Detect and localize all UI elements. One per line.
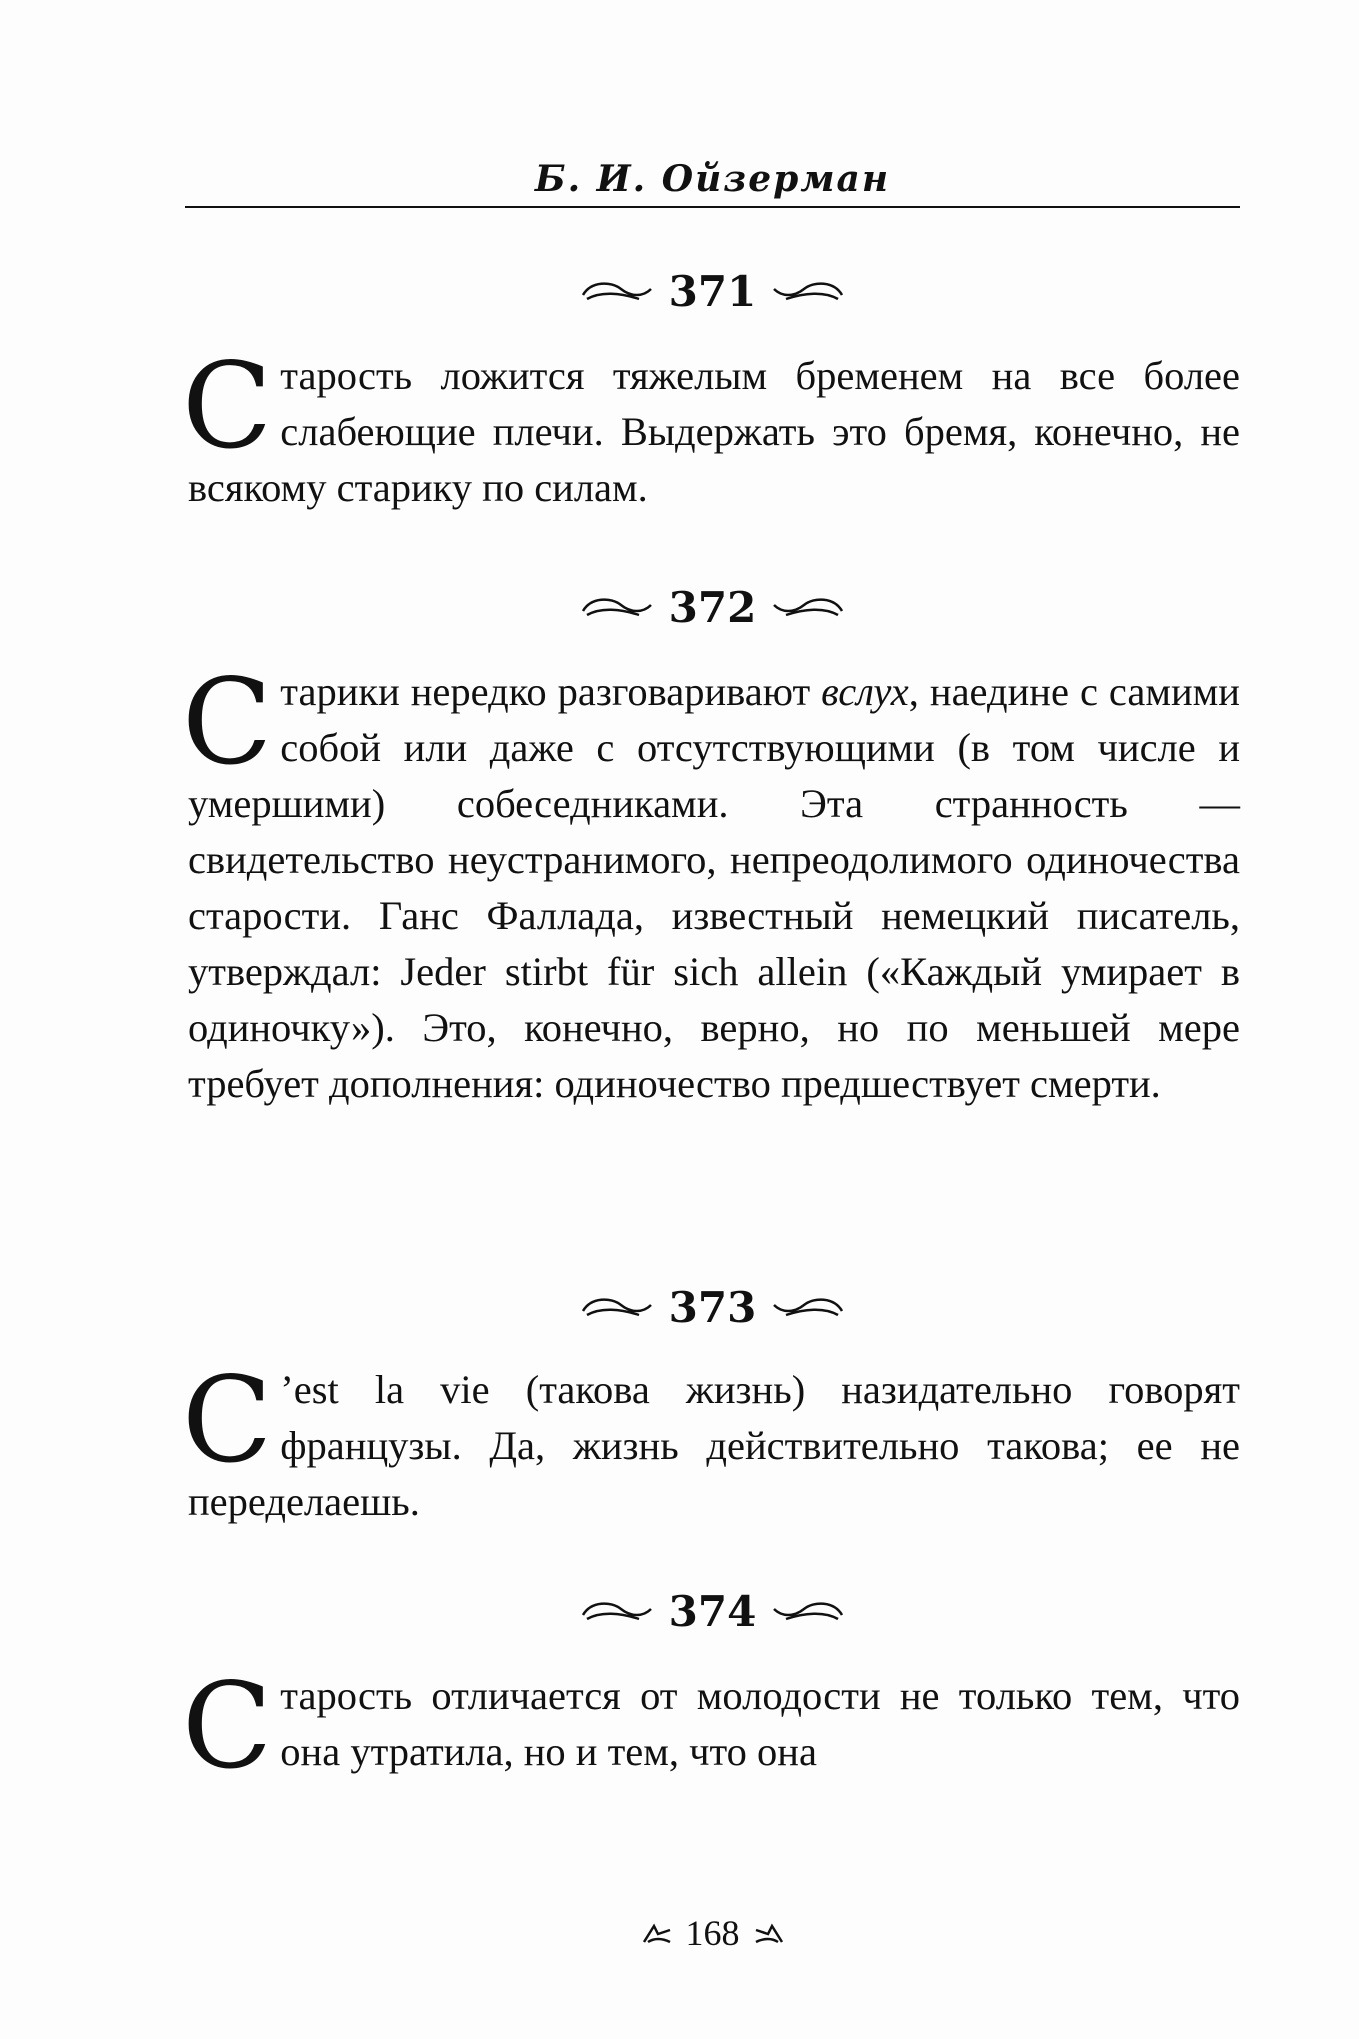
flourish-right-icon <box>770 1597 848 1627</box>
drop-cap: С <box>182 1351 273 1489</box>
flourish-left-icon <box>577 1597 655 1627</box>
flourish-right-icon <box>770 593 848 623</box>
drop-cap: С <box>182 1657 273 1795</box>
flourish-right-icon <box>770 1293 848 1323</box>
section-number-label: 372 <box>668 583 757 632</box>
ornament-right-icon <box>752 1920 786 1946</box>
page-footer <box>185 1912 1240 1954</box>
drop-cap: С <box>182 653 273 791</box>
entry-373 <box>182 1351 1240 1530</box>
flourish-left-icon <box>577 1293 655 1323</box>
entry-emphasis: вслух <box>821 669 909 714</box>
entry-371 <box>182 337 1240 516</box>
section-number-label: 371 <box>668 267 757 316</box>
section-number-374 <box>185 1582 1240 1642</box>
entry-text: тарики нередко разговаривают <box>280 669 822 714</box>
flourish-left-icon <box>577 593 655 623</box>
header-rule <box>185 206 1240 208</box>
drop-cap: С <box>182 337 273 475</box>
section-number-373 <box>185 1278 1240 1338</box>
entry-text: , наедине с самими собой или даже с отсутствующими (в том числе и умершими) собеседниками. Эта странность — свидетельство неустранимого, непреодолимого одиночества старости. Ганс Фаллада, известный немецкий писатель, утверждал: Jeder stirbt für sich allein («Каждый умирает в одиночку»). Это, конечно, верно, но по меньшей мере требует дополнения: одиночество предшествует смерти. <box>188 669 1240 1106</box>
section-number-371 <box>185 262 1240 322</box>
section-number-label: 373 <box>668 1283 757 1332</box>
flourish-left-icon <box>577 277 655 307</box>
page-number: 168 <box>685 1913 740 1953</box>
entry-text: ’est la vie (такова жизнь) назидательно говорят французы. Да, жизнь действительно такова; ее не переделаешь. <box>188 1367 1240 1524</box>
ornament-left-icon <box>640 1920 674 1946</box>
section-number-372 <box>185 578 1240 638</box>
entry-text: тарость ложится тяжелым бременем на все более слабеющие плечи. Выдержать это бремя, конечно, не всякому старику по силам. <box>188 353 1240 510</box>
flourish-right-icon <box>770 277 848 307</box>
entry-text: тарость отличается от молодости не только тем, что она утратила, но и тем, что она <box>280 1673 1240 1774</box>
running-head: Б. И. Ойзерман <box>534 158 891 200</box>
entry-372 <box>182 653 1240 1112</box>
section-number-label: 374 <box>668 1587 757 1636</box>
entry-374 <box>182 1657 1240 1795</box>
